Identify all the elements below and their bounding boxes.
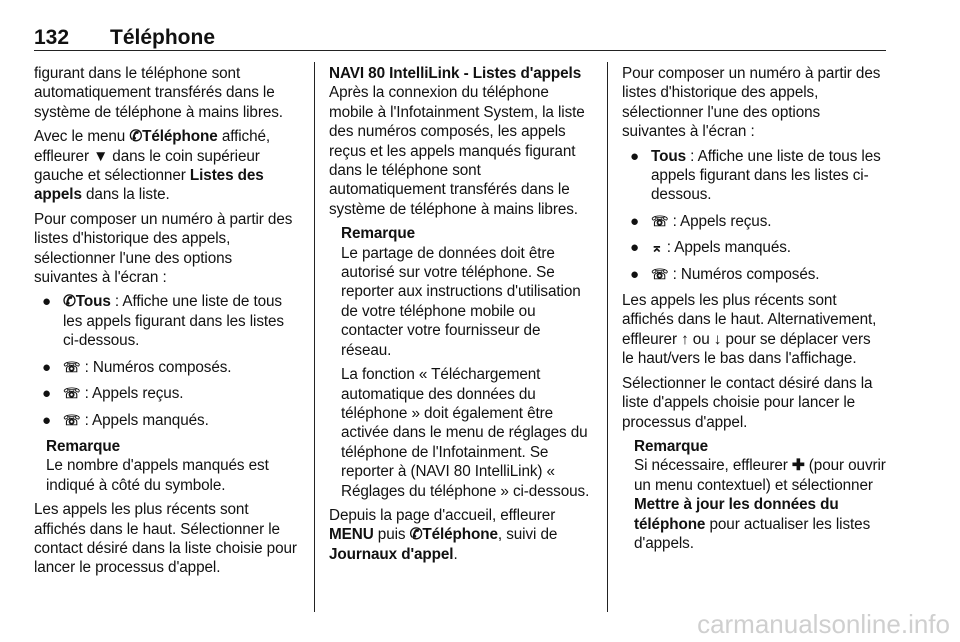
bullet-icon: ● [630, 265, 639, 283]
paragraph: Depuis la page d'accueil, effleurer MENU puis ✆Téléphone, suivi de Journaux d'appel. [329, 506, 558, 563]
section-heading: NAVI 80 IntelliLink - Listes d'appels [329, 65, 582, 82]
list-item: ● ✆Tous : Affiche une liste de tous les appels figurant dans les listes ci-dessous. [42, 293, 284, 350]
watermark: carmanualsonline.info [697, 609, 950, 639]
dialed-calls-icon: ☏ [63, 358, 81, 375]
column-2 [329, 64, 592, 569]
triangle-down-icon: ▼ [93, 147, 109, 165]
missed-calls-icon: ☏ [63, 411, 81, 428]
paragraph: Les appels les plus récents sont affichés dans le haut. Alternativement, effleurer ↑ ou ↓ pour se déplacer vers le haut/vers le bas dans l'affichage. [622, 292, 877, 368]
received-calls-icon: ☏ [651, 212, 669, 229]
page-number: 132 [34, 26, 70, 49]
note-title: Remarque [341, 225, 416, 243]
phone-icon: ✆ [63, 293, 76, 311]
list-item: ● ☏ : Appels manqués. [42, 411, 209, 429]
note-box [634, 437, 886, 553]
list-item: ● Tous : Affiche une liste de tous les appels figurant dans les listes ci-dessous. [630, 147, 881, 204]
arrow-up-icon: ↑ [681, 330, 689, 348]
list-item: ● ☏ : Appels reçus. [630, 212, 772, 230]
column-divider-2 [607, 62, 608, 612]
missed-calls-icon: ⌅ [651, 239, 663, 256]
paragraph: Avec le menu ✆Téléphone affiché, effleurer ▼ dans le coin supérieur gauche et sélectionner Listes des appels dans la liste. [34, 128, 271, 204]
dialed-calls-icon: ☏ [651, 265, 669, 282]
paragraph: Les appels les plus récents sont affichés dans le haut. Sélectionner le contact désiré dans la liste choisie pour lancer le processus d'appel. [34, 501, 297, 577]
bullet-icon: ● [630, 239, 639, 257]
bullet-icon: ● [42, 358, 51, 376]
header-rule [34, 50, 886, 51]
page-title: Téléphone [110, 26, 216, 49]
list-item: ● ☏ : Appels reçus. [42, 385, 184, 403]
phone-icon: ✆ [409, 526, 423, 544]
column-1 [34, 64, 298, 583]
note-text: La fonction « Téléchargement automatique des données du téléphone » doit également être activée dans le menu de réglages du téléphone de l'Infotainment. Se reporter à (NAVI 80 IntelliLink) « Réglages du téléphone » ci-dessous. [341, 366, 590, 500]
page-header [34, 26, 886, 52]
note-title: Remarque [634, 437, 709, 455]
note-text: Le nombre d'appels manqués est indiqué à côté du symbole. [46, 457, 269, 494]
bullet-icon: ● [42, 411, 51, 429]
list-item: ● ☏ : Numéros composés. [42, 358, 232, 376]
paragraph: Pour composer un numéro à partir des listes d'historique des appels, sélectionner l'une des options suivantes à l'écran : [622, 65, 881, 141]
paragraph: Sélectionner le contact désiré dans la liste d'appels choisie pour lancer le processus d'appel. [622, 374, 873, 431]
bullet-icon: ● [42, 293, 51, 311]
plus-icon: ✚ [791, 457, 805, 475]
paragraph: figurant dans le téléphone sont automatiquement transférés dans le système de téléphone à mains libres. [34, 65, 283, 121]
option-list [34, 292, 298, 429]
note-text: Le partage de données doit être autorisé sur votre téléphone. Se reporter aux instructions d'utilisation de votre téléphone mobile ou contacter votre fournisseur de réseau. [341, 244, 581, 359]
list-item: ● ☏ : Numéros composés. [630, 265, 820, 283]
note-box [341, 224, 592, 501]
column-divider-1 [314, 62, 315, 612]
bullet-icon: ● [630, 147, 639, 165]
bullet-icon: ● [630, 212, 639, 230]
column-3 [622, 64, 886, 558]
paragraph: Après la connexion du téléphone mobile à l'Infotainment System, la liste des numéros composés, les appels reçus et les appels manqués figurant dans le téléphone sont automatiquement transférés dans le système de téléphone à mains libres. [329, 84, 585, 218]
list-item: ● ⌅ : Appels manqués. [630, 239, 791, 257]
received-calls-icon: ☏ [63, 385, 81, 402]
note-text: Si nécessaire, effleurer ✚ (pour ouvrir un menu contextuel) et sélectionner Mettre à jour les données du téléphone pour actualiser les listes d'appels. [634, 457, 886, 552]
phone-icon: ✆ [129, 128, 143, 146]
note-title: Remarque [46, 437, 121, 455]
arrow-down-icon: ↓ [713, 330, 722, 348]
option-list [622, 147, 886, 284]
note-box [46, 437, 298, 495]
bullet-icon: ● [42, 385, 51, 403]
paragraph: Pour composer un numéro à partir des listes d'historique des appels, sélectionner l'une des options suivantes à l'écran : [34, 210, 293, 287]
